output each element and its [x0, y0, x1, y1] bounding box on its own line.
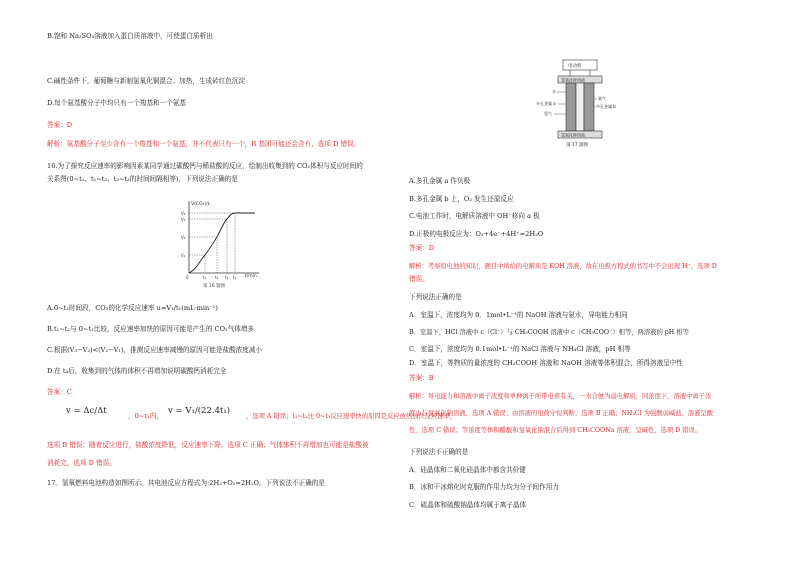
q18-option-d: D．室温下，等物质的量浓度的 CH₃COOH 溶液和 NaOH 溶液等体积混合，所得溶液呈中性 [409, 359, 683, 367]
q15-analysis: 解析：氨基酸分子至少含有一个羧基和一个氨基，并不代表只有一个，R 基团可能还会含有，选项 D 错误。 [47, 140, 361, 148]
tick-t2: t₂ [215, 275, 219, 280]
electrode-a [566, 83, 576, 131]
cell-caption: 第 17 题图 [566, 143, 589, 148]
q18-analysis-line3: 性，选项 C 错误；等浓度等体积醋酸和氢氧化钠混合后得到 CH₃COONa 溶液，呈碱性，选项 D 错误。 [409, 427, 702, 434]
graph-ylabel: V(CO₂)/L [191, 202, 211, 207]
q16-volume-time-graph [175, 197, 267, 289]
electrode-b [584, 83, 594, 131]
q16-answer: 答案：C [47, 388, 72, 396]
q16-analysis-mid: ，0~t₁内， [128, 412, 163, 420]
q16-stem-line1: 16.为了探究反应速率的影响因素某同学通过碳酸钙与稀盐酸的反应，绘制出收集到的 CO₂体积与反应时间的 [47, 162, 363, 170]
metal-a-label: 多孔金属 a [536, 101, 556, 106]
tick-v4: V₄ [181, 211, 186, 216]
q18-answer: 答案：B [409, 374, 434, 382]
graph-caption: 第 16 题图 [203, 284, 226, 289]
bottom-electrolyte-label: 氢氧化钾溶液 [561, 132, 585, 138]
q17-option-a: A.多孔金属 a 作负极 [409, 177, 471, 185]
q16-option-d: D.在 t₄后，收集到的气体的体积不再增加说明碳酸钙消耗完全 [47, 367, 227, 375]
electrolyte-column [576, 83, 584, 131]
q18-analysis-line2: 度小与氢氧化钠溶液，选项 A 错误；由溶液的电荷守恒判断，选项 B 正确；NH₄Cl 为强酸弱碱盐，溶液呈酸 [409, 410, 714, 417]
q16-analysis-line2: 选项 B 错误；随着反应进行，盐酸浓度降低，反应速率下降，选项 C 正确；气体体积不再增加也可能是盐酸被 [47, 441, 369, 449]
metal-b-label: 多孔金属 b [596, 104, 616, 109]
graph-xlabel: t/min [245, 274, 257, 279]
tick-t4: t₄ [233, 275, 237, 280]
q16-analysis-rest: ，选项 A 错误；t₁~t₂比 0~t₁反应速率快的原因是反应放热加快反应速率， [246, 413, 457, 420]
q17-fuel-cell-diagram [530, 58, 640, 158]
water-label: 水 [552, 89, 556, 94]
tick-t3: t₃ [225, 275, 229, 280]
q19-stem: 下列说法不正确的是 [409, 448, 469, 456]
q17-option-b: B.多孔金属 b 上，O₂ 发生还原反应 [409, 195, 514, 203]
hydrogen-label: 氢气 [544, 111, 552, 116]
q18-option-b: B．室温下，HCl 溶液中 c（Cl⁻）与 CH₃COOH 溶液中 c（CH₃COO⁻）相等，两溶液的 pH 相等 [409, 329, 689, 336]
q18-stem: 下列说法正确的是 [409, 293, 462, 301]
motor-label: 电动机 [568, 64, 582, 69]
q16-formula-1: v = Δc/Δt [66, 406, 107, 416]
q16-stem-line2: 关系图(0~t₁、t₁~t₂、t₂~t₃的时间间隔相等)，下列说法正确的是 [47, 175, 238, 183]
volume-curve [189, 213, 255, 273]
oxygen-label: 氧气 [598, 96, 606, 101]
q17-analysis-line2: 错误。 [409, 275, 429, 283]
q16-option-a: A.0~t₁时间段，CO₂的化学反应速率 u=V₁/t₁(mL·min⁻¹) [47, 304, 218, 312]
q15-option-c: C.碱性条件下，葡萄糖与新制氢氧化铜混合、加热，生成砖红色沉淀 [47, 77, 246, 85]
q19-option-a: A．硅晶体和二氧化硅晶体中都含共价键 [409, 466, 526, 474]
q17-option-d: D.正极的电极反应为：O₂+4e⁻+4H⁺=2H₂O [409, 230, 544, 238]
tick-t1: t₁ [203, 275, 207, 280]
top-electrolyte-label: 氢氧化钾溶液 [561, 77, 585, 83]
tick-v3: V₃ [181, 217, 186, 222]
tick-v2: V₂ [181, 235, 186, 240]
q15-answer: 答案：D [47, 121, 73, 129]
q18-analysis-line1: 解析：导电能力和溶液中离子浓度和单种离子所带电荷有关，一水合氨为弱电解质，同浓度下，溶液中离子浓 [409, 393, 712, 400]
q19-option-b: B．冰和干冰熔化时克服的作用力均为分子间作用力 [409, 483, 559, 491]
q18-option-a: A．室温下，浓度均为 0．1mol•L⁻¹的 NaOH 溶液与氨水，导电能力相同 [409, 311, 628, 319]
tick-v1: V₁ [181, 253, 186, 258]
q16-analysis-line3: 消耗完，选项 D 错误。 [47, 459, 116, 467]
q16-formula-2: v = V₁/(22.4t₁) [168, 406, 231, 416]
q15-option-b: B.饱和 Na₂SO₄溶液加入蛋白质溶液中，可使蛋白质析出 [47, 32, 213, 40]
q15-option-d: D.每个氨基酸分子中均只有一个羧基和一个氨基 [47, 99, 187, 107]
q17-option-c: C.电池工作时，电解质溶液中 OH⁻移向 a 极 [409, 212, 540, 220]
q16-option-b: B.t₁~t₂与 0~t₁比较，反应速率加快的原因可能是产生的 CO₂气体增多 [47, 325, 255, 333]
q17-answer: 答案：D [409, 244, 435, 252]
q17-analysis-line1: 解析：考察原电池的知识，题目中所给的电解质是 KOH 溶液，故在电极方程式的书写中不会出现 H⁺，选项 D [409, 263, 717, 270]
q16-option-c: C.根据(V₃−V₂)<(V₂−V₁)，推测反应速率减慢的原因可能是盐酸浓度减小 [47, 346, 263, 354]
q19-option-c: C．硫晶体和硫酸钠晶体均属于离子晶体 [409, 501, 527, 509]
q18-option-c: C．室温下，浓度均为 0.1mol•L⁻¹的 NaCl 溶液与 NH₄Cl 溶液，pH 相等 [409, 345, 631, 353]
tick-0: 0 [186, 275, 189, 280]
q17-stem: 17．氢氧燃料电池构造如图所示。其电池反应方程式为:2H₂+O₂=2H₂O。下列说法不正确的是 [47, 479, 325, 487]
